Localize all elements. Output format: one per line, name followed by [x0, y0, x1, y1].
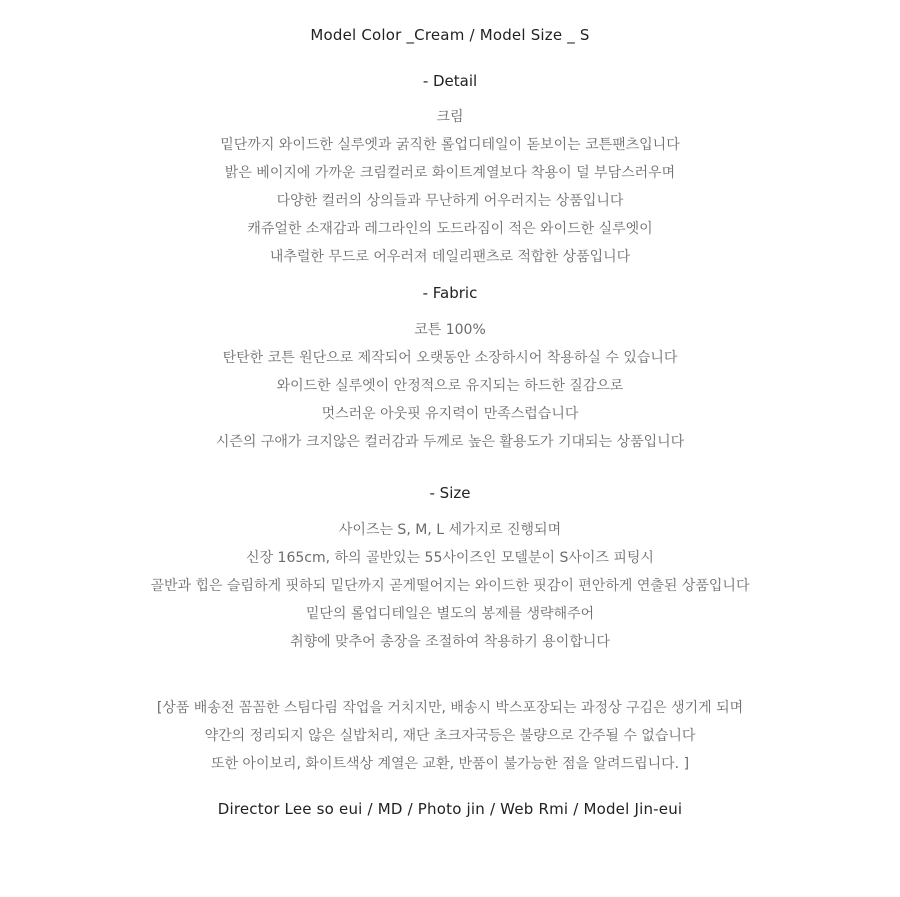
size-line: 사이즈는 S, M, L 세가지로 진행되며 — [338, 522, 562, 538]
fabric-line: 코튼 100% — [414, 322, 486, 338]
model-info: Model Color _Cream / Model Size _ S — [310, 26, 590, 44]
fabric-line: 탄탄한 코튼 원단으로 제작되어 오랫동안 소장하시어 착용하실 수 있습니다 — [222, 350, 678, 366]
shipping-notice — [0, 694, 900, 778]
detail-line: 캐쥬얼한 소재감과 레그라인의 도드라짐이 적은 와이드한 실루엣이 — [247, 221, 653, 237]
detail-line: 밑단까지 와이드한 실루엣과 굵직한 롤업디테일이 돋보이는 코튼팬츠입니다 — [220, 137, 680, 153]
detail-line: 다양한 컬러의 상의들과 무난하게 어우러지는 상품입니다 — [276, 193, 624, 209]
detail-line: 내추럴한 무드로 어우러져 데일리팬츠로 적합한 상품입니다 — [269, 249, 631, 265]
fabric-heading: - Fabric — [422, 284, 478, 302]
notice-line: 또한 아이보리, 화이트색상 계열은 교환, 반품이 불가능한 점을 알려드립니다. ] — [210, 756, 690, 772]
notice-line: [상품 배송전 꼼꼼한 스팀다림 작업을 거치지만, 배송시 박스포장되는 과정상 구김은 생기게 되며 — [156, 700, 744, 716]
size-line: 신장 165cm, 하의 골반있는 55사이즈인 모델분이 S사이즈 피팅시 — [246, 550, 654, 566]
size-line: 골반과 힙은 슬림하게 핏하되 밑단까지 곧게떨어지는 와이드한 핏감이 편안하게 연출된 상품입니다 — [150, 578, 750, 594]
fabric-section — [0, 316, 900, 456]
detail-line: 크림 — [436, 109, 464, 125]
fabric-line: 멋스러운 아웃핏 유지력이 만족스럽습니다 — [321, 406, 579, 422]
size-section — [0, 516, 900, 656]
detail-heading: - Detail — [422, 72, 478, 90]
notice-line: 약간의 정리되지 않은 실밥처리, 재단 초크자국등은 불량으로 간주될 수 없습니다 — [204, 728, 696, 744]
fabric-line: 시즌의 구애가 크지않은 컬러감과 두께로 높은 활용도가 기대되는 상품입니다 — [215, 434, 685, 450]
size-heading: - Size — [429, 484, 471, 502]
detail-line: 밝은 베이지에 가까운 크림컬러로 화이트계열보다 착용이 덜 부담스러우며 — [224, 165, 676, 181]
fabric-line: 와이드한 실루엣이 안정적으로 유지되는 하드한 질감으로 — [276, 378, 624, 394]
detail-section — [0, 103, 900, 271]
credits: Director Lee so eui / MD / Photo jin / Web Rmi / Model Jin-eui — [217, 800, 683, 818]
size-line: 밑단의 롤업디테일은 별도의 봉제를 생략해주어 — [305, 606, 595, 622]
size-line: 취향에 맞추어 총장을 조절하여 착용하기 용이합니다 — [290, 634, 610, 650]
